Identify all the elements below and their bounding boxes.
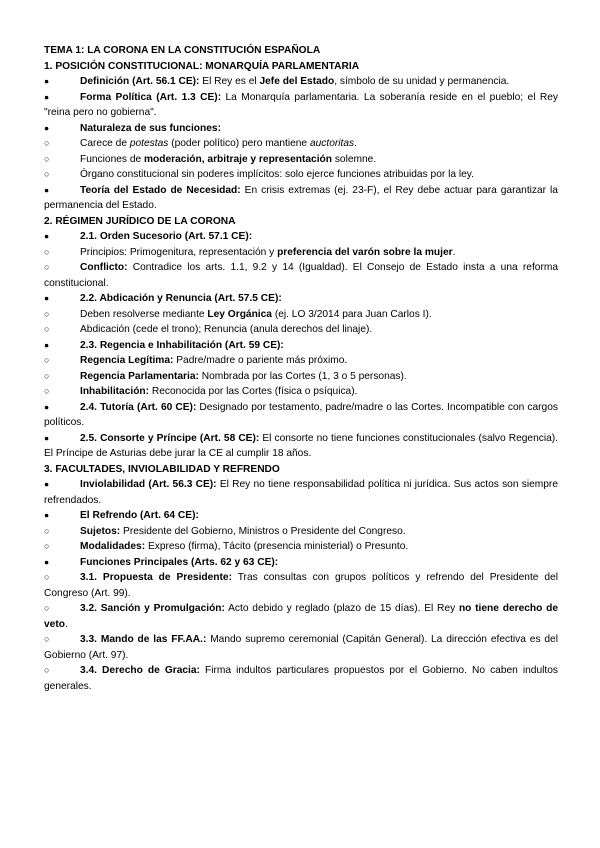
- bold-text: preferencia del varón sobre la mujer: [277, 246, 453, 258]
- bullet-icon: ●: [44, 76, 50, 86]
- bold-text: 2.5. Consorte y Príncipe (Art. 58 CE):: [80, 432, 260, 444]
- bold-text: no tiene derecho de veto: [44, 603, 559, 630]
- sub-bullet-item: [44, 524, 558, 540]
- hollow-bullet-icon: ○: [44, 370, 50, 381]
- sub-bullet-item: [44, 369, 558, 385]
- body-text: Nombrada por las Cortes (1, 3 o 5 personas).: [198, 370, 407, 382]
- bold-text: 2.2. Abdicación y Renuncia (Art. 57.5 CE):: [80, 293, 282, 304]
- hollow-bullet-icon: ○: [44, 153, 50, 164]
- body-text: Expreso (firma), Tácito (presencia ministerial) o Presunto.: [145, 541, 409, 552]
- body-text: 3. FACULTADES, INVIOLABILIDAD Y REFRENDO: [44, 463, 280, 475]
- sub-bullet-item: [44, 663, 558, 694]
- sub-bullet-item: [44, 167, 558, 183]
- hollow-bullet-icon: ○: [44, 169, 50, 179]
- italic-text: auctoritas: [309, 138, 355, 149]
- sub-bullet-item: [44, 632, 558, 663]
- body-text: .: [452, 246, 456, 258]
- body-text: Presidente del Gobierno, Ministros o Presidente del Congreso.: [120, 525, 406, 537]
- sub-bullet-item: [44, 539, 558, 555]
- bullet-icon: ●: [44, 91, 50, 102]
- body-text: Funciones de: [80, 153, 144, 165]
- bullet-icon: ●: [44, 556, 50, 567]
- section-heading: [44, 43, 558, 59]
- body-text: 1. POSICIÓN CONSTITUCIONAL: MONARQUÍA PARLAMENTARIA: [44, 60, 360, 72]
- bold-text: 3.1. Propuesta de Presidente:: [80, 572, 232, 583]
- hollow-bullet-icon: ○: [44, 603, 50, 613]
- bullet-item: [44, 90, 558, 121]
- bold-text: Regencia Parlamentaria:: [80, 370, 199, 382]
- bold-text: 2.3. Regencia e Inhabilitación (Art. 59 CE):: [80, 339, 284, 351]
- body-text: Carece de: [80, 138, 130, 149]
- bullet-item: [44, 555, 558, 571]
- bullet-item: [44, 477, 558, 508]
- bullet-icon: ●: [44, 184, 50, 195]
- body-text: Principios: Primogenitura, representación y: [80, 246, 278, 258]
- body-text: Mando supremo ceremonial (Capitán General). La dirección efectiva es del Gobierno (Art. 97).: [44, 634, 558, 661]
- bullet-icon: ●: [44, 479, 50, 489]
- body-text: En crisis extremas (ej. 23-F), el Rey debe actuar para garantizar la permanencia del Estado.: [44, 184, 558, 211]
- bullet-icon: ●: [44, 339, 50, 350]
- sub-bullet-item: [44, 601, 558, 632]
- hollow-bullet-icon: ○: [44, 308, 50, 319]
- bullet-icon: ●: [44, 122, 50, 133]
- hollow-bullet-icon: ○: [44, 386, 50, 396]
- bold-text: 2.1. Orden Sucesorio (Art. 57.1 CE):: [80, 231, 253, 242]
- body-text: solemne.: [331, 153, 377, 165]
- body-text: .: [354, 138, 357, 149]
- bold-text: Regencia Legítima:: [80, 355, 174, 366]
- sub-bullet-item: [44, 322, 558, 338]
- bold-text: Conflicto:: [80, 262, 128, 273]
- bullet-icon: ●: [44, 432, 50, 443]
- bullet-icon: ●: [44, 401, 50, 412]
- bold-text: Forma Política (Art. 1.3 CE):: [80, 91, 222, 103]
- bold-text: moderación, arbitraje y representación: [144, 153, 332, 165]
- body-text: , símbolo de su unidad y permanencia.: [334, 76, 510, 87]
- bold-text: 3.2. Sanción y Promulgación:: [80, 603, 225, 614]
- bullet-item: [44, 338, 558, 354]
- body-text: Reconocida por las Cortes (física o psíquica).: [149, 386, 358, 397]
- body-text: (poder político) pero mantiene: [168, 138, 310, 149]
- sub-bullet-item: [44, 260, 558, 291]
- sub-bullet-item: [44, 353, 558, 369]
- bullet-icon: ●: [44, 231, 50, 241]
- hollow-bullet-icon: ○: [44, 634, 50, 644]
- sub-bullet-item: [44, 245, 558, 261]
- body-text: TEMA 1: LA CORONA EN LA CONSTITUCIÓN ESPAÑOLA: [44, 45, 321, 56]
- sub-bullet-item: [44, 384, 558, 400]
- body-text: Acto debido y reglado (plazo de 15 días). El Rey: [224, 603, 459, 614]
- bold-text: Inhabilitación:: [80, 386, 150, 397]
- document-body: [44, 43, 558, 694]
- hollow-bullet-icon: ○: [44, 525, 50, 536]
- hollow-bullet-icon: ○: [44, 262, 50, 272]
- bold-text: Funciones Principales (Arts. 62 y 63 CE):: [80, 556, 279, 568]
- bold-text: Sujetos:: [80, 525, 121, 537]
- body-text: 2. RÉGIMEN JURÍDICO DE LA CORONA: [44, 215, 236, 227]
- hollow-bullet-icon: ○: [44, 324, 50, 334]
- section-heading: [44, 462, 558, 478]
- hollow-bullet-icon: ○: [44, 572, 50, 582]
- body-text: Contradice los arts. 1.1, 9.2 y 14 (Igualdad). El Consejo de Estado insta a una reforma constitucional.: [44, 262, 558, 289]
- section-heading: [44, 59, 558, 75]
- hollow-bullet-icon: ○: [44, 541, 50, 551]
- bullet-item: [44, 74, 558, 90]
- body-text: Órgano constitucional sin poderes implícitos: solo ejerce funciones atribuidas por la ley.: [80, 169, 474, 180]
- bullet-item: [44, 508, 558, 524]
- body-text: El Rey no tiene responsabilidad política ni jurídica. Sus actos son siempre refrendados.: [44, 479, 558, 506]
- bullet-item: [44, 431, 558, 462]
- bullet-item: [44, 121, 558, 137]
- bold-text: Teoría del Estado de Necesidad:: [80, 184, 241, 196]
- body-text: .: [64, 618, 68, 630]
- bullet-icon: ●: [44, 293, 50, 303]
- section-heading: [44, 214, 558, 230]
- body-text: Deben resolverse mediante: [80, 308, 208, 320]
- bold-text: Jefe del Estado: [259, 76, 335, 87]
- bullet-icon: ●: [44, 510, 50, 520]
- sub-bullet-item: [44, 307, 558, 323]
- body-text: Tras consultas con grupos políticos y refrendo del Presidente del Congreso (Art. 99).: [44, 572, 558, 599]
- bullet-item: [44, 183, 558, 214]
- sub-bullet-item: [44, 136, 558, 152]
- bold-text: Inviolabilidad (Art. 56.3 CE):: [80, 479, 217, 490]
- bold-text: 2.4. Tutoría (Art. 60 CE):: [80, 401, 197, 413]
- body-text: (ej. LO 3/2014 para Juan Carlos I).: [271, 308, 432, 320]
- bold-text: Definición (Art. 56.1 CE):: [80, 76, 200, 87]
- sub-bullet-item: [44, 152, 558, 168]
- hollow-bullet-icon: ○: [44, 355, 50, 365]
- body-text: Abdicación (cede el trono); Renuncia (anula derechos del linaje).: [80, 324, 373, 335]
- body-text: Designado por testamento, padre/madre o las Cortes. Incompatible con cargos políticos.: [44, 401, 558, 428]
- hollow-bullet-icon: ○: [44, 138, 50, 148]
- bullet-item: [44, 229, 558, 245]
- bullet-item: [44, 291, 558, 307]
- body-text: Padre/madre o pariente más próximo.: [173, 355, 348, 366]
- hollow-bullet-icon: ○: [44, 246, 50, 257]
- bold-text: Ley Orgánica: [207, 308, 272, 320]
- body-text: Firma indultos particulares propuestos por el Gobierno. No caben indultos generales.: [44, 665, 558, 692]
- hollow-bullet-icon: ○: [44, 665, 50, 675]
- bold-text: Modalidades:: [80, 541, 146, 552]
- body-text: La Monarquía parlamentaria. La soberanía reside en el pueblo; el Rey "reina pero no gobierna".: [44, 91, 558, 118]
- sub-bullet-item: [44, 570, 558, 601]
- body-text: El Rey es el: [199, 76, 260, 87]
- bold-text: 3.3. Mando de las FF.AA.:: [80, 634, 207, 645]
- bold-text: Naturaleza de sus funciones:: [80, 122, 221, 134]
- bullet-item: [44, 400, 558, 431]
- italic-text: potestas: [129, 138, 169, 149]
- body-text: El consorte no tiene funciones constitucionales (salvo Regencia). El Príncipe de Asturias debe jurar la CE al cumplir 18 años.: [44, 432, 558, 459]
- bold-text: 3.4. Derecho de Gracia:: [80, 665, 200, 676]
- bold-text: El Refrendo (Art. 64 CE):: [80, 510, 199, 521]
